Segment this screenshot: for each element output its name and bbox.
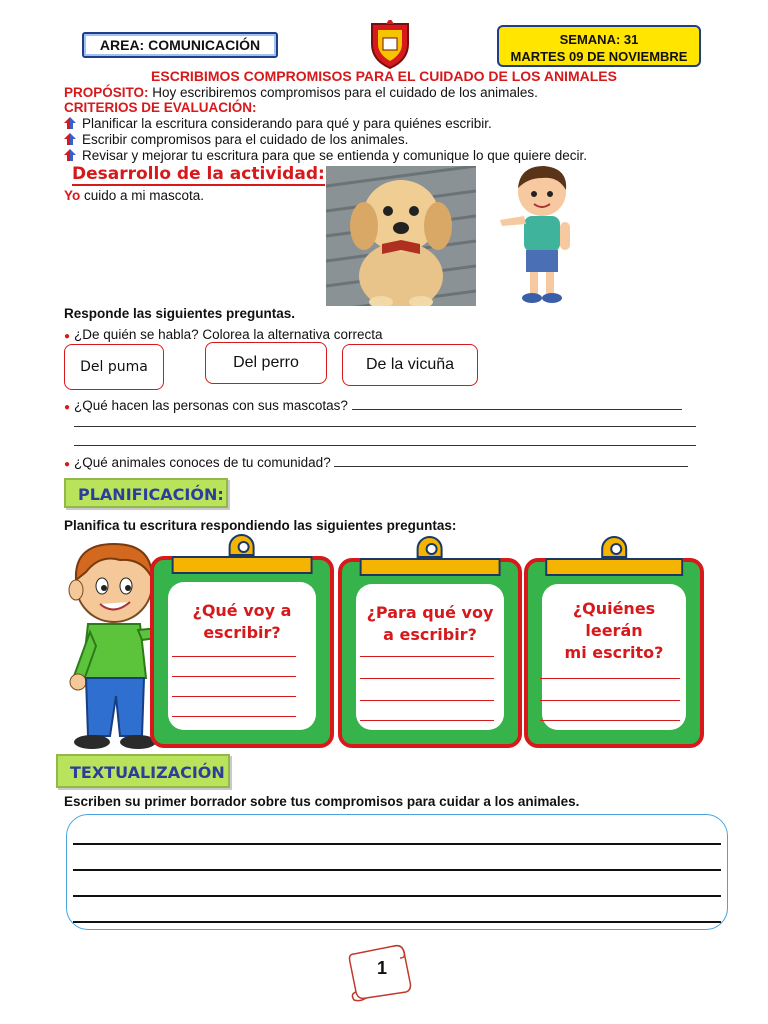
answer-line[interactable] xyxy=(352,397,682,410)
question-2: ● ¿Qué hacen las personas con sus mascotas? xyxy=(64,397,682,413)
draft-line[interactable] xyxy=(73,921,721,923)
arrow-bullet-icon xyxy=(64,133,76,145)
criterio-item: Escribir compromisos para el cuidado de los animales. xyxy=(64,132,408,147)
planificacion-tag: PLANIFICACIÓN: xyxy=(64,478,228,508)
bullet-dot-icon: ● xyxy=(64,459,71,470)
question-1: ● ¿De quién se habla? Colorea la alternativa correcta xyxy=(64,327,383,342)
option-puma[interactable]: Del puma xyxy=(64,344,164,390)
bullet-dot-icon: ● xyxy=(64,402,71,413)
card-question: ¿Para qué voy a escribir? xyxy=(366,603,494,644)
preguntas-heading: Responde las siguientes preguntas. xyxy=(64,306,296,321)
criterio-item: Planificar la escritura considerando para qué y para quiénes escribir. xyxy=(64,116,492,131)
card-question: ¿Qué voy a escribir? xyxy=(192,601,292,642)
textualizacion-tag: TEXTUALIZACIÓN xyxy=(56,754,230,788)
question-3: ● ¿Qué animales conoces de tu comunidad? xyxy=(64,454,688,470)
card-answer-line[interactable] xyxy=(360,700,494,701)
answer-line[interactable] xyxy=(334,454,688,467)
card-answer-line[interactable] xyxy=(360,678,494,679)
proposito-text: Hoy escribiremos compromisos para el cuidado de los animales. xyxy=(148,85,538,100)
criterios-label: CRITERIOS DE EVALUACIÓN: xyxy=(64,100,257,115)
proposito-label: PROPÓSITO: xyxy=(64,85,149,100)
clipboard-card-que xyxy=(150,556,334,748)
clipboard-card-para-que xyxy=(338,558,522,748)
boy-pointing-illustration xyxy=(488,160,584,306)
card-question: ¿Quiénes leerán mi escrito? xyxy=(564,599,664,662)
yo-word: Yo xyxy=(64,188,81,203)
draft-line[interactable] xyxy=(73,869,721,871)
fecha-label: MARTES 09 DE NOVIEMBRE xyxy=(510,49,688,64)
card-answer-line[interactable] xyxy=(540,700,680,701)
clip-holder-icon xyxy=(360,548,501,576)
desarrollo-heading: Desarrollo de la actividad: xyxy=(72,164,325,184)
clip-holder-icon xyxy=(545,548,683,576)
card-answer-line[interactable] xyxy=(172,696,296,697)
page-title: ESCRIBIMOS COMPROMISOS PARA EL CUIDADO DE LOS ANIMALES xyxy=(151,68,617,84)
yo-sentence: Yo cuido a mi mascota. xyxy=(64,188,205,203)
textualizacion-instruction: Escriben su primer borrador sobre tus compromisos para cuidar a los animales. xyxy=(64,794,580,809)
draft-line[interactable] xyxy=(73,843,721,845)
planificacion-instruction: Planifica tu escritura respondiendo las siguientes preguntas: xyxy=(64,518,457,533)
draft-writing-box[interactable] xyxy=(66,814,728,930)
page-number: 1 xyxy=(376,958,387,978)
card-answer-line[interactable] xyxy=(540,678,680,679)
clipboard-card-quienes xyxy=(524,558,704,748)
clip-holder-icon xyxy=(172,546,313,574)
card-answer-line[interactable] xyxy=(172,716,296,717)
arrow-bullet-icon xyxy=(64,117,76,129)
answer-line[interactable] xyxy=(74,425,696,427)
proposito-line xyxy=(64,85,538,100)
card-answer-line[interactable] xyxy=(360,656,494,657)
area-box: AREA: COMUNICACIÓN xyxy=(82,32,278,58)
school-crest-icon xyxy=(368,20,412,70)
answer-line[interactable] xyxy=(74,444,696,446)
card-answer-line[interactable] xyxy=(360,720,494,721)
card-answer-line[interactable] xyxy=(172,676,296,677)
semana-label: SEMANA: 31 xyxy=(559,32,639,47)
option-perro[interactable]: Del perro xyxy=(205,342,327,384)
card-answer-line[interactable] xyxy=(172,656,296,657)
criterio-item: Revisar y mejorar tu escritura para que se entienda y comunique lo que quiere decir. xyxy=(64,148,587,163)
bullet-dot-icon: ● xyxy=(64,331,71,342)
card-answer-line[interactable] xyxy=(540,720,680,721)
option-vicuna[interactable]: De la vicuña xyxy=(342,344,478,386)
dog-photo xyxy=(326,166,476,306)
semana-box xyxy=(497,25,701,67)
draft-line[interactable] xyxy=(73,895,721,897)
arrow-bullet-icon xyxy=(64,149,76,161)
